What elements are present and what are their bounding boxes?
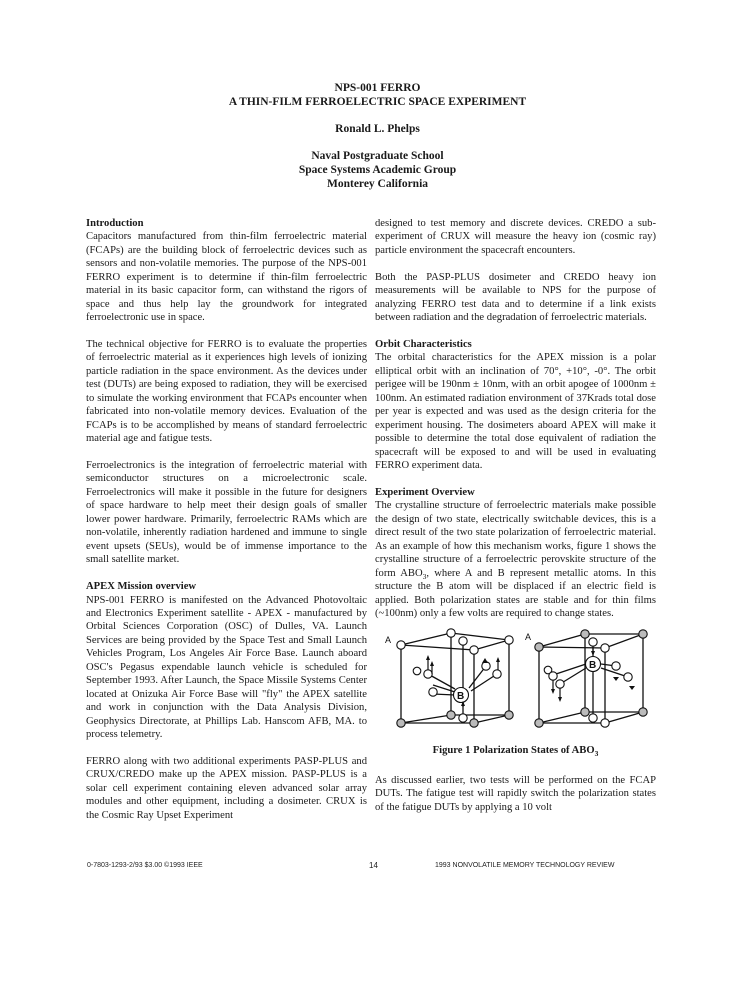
section-heading-apex: APEX Mission overview	[86, 581, 197, 593]
caption-text: Figure 1 Polarization States of ABO	[432, 745, 595, 757]
atom-label-b: B	[457, 691, 465, 703]
paper-title-line1: NPS-001 FERRO	[334, 82, 421, 94]
subscript: 3	[422, 571, 427, 581]
perovskite-cube-right-diagram	[523, 626, 658, 736]
left-column	[86, 217, 367, 822]
affiliation-line2: Space Systems Academic Group	[298, 164, 457, 176]
paper-title-line2: A THIN-FILM FERROELECTRIC SPACE EXPERIMENT	[228, 96, 527, 108]
apex-paragraph-2: FERRO along with two additional experiments PASP-PLUS and CRUX/CREDO make up the APEX mission. PASP-PLUS is a solar cell experiment containing eleven advanced solar array modules and other equipment, including a dosimeter. CRUX is the Cosmic Ray Upset Experiment	[86, 755, 367, 821]
intro-paragraph-1: Capacitors manufactured from thin-film ferroelectric material (FCAPs) are the building block of ferroelectric devices such as sensors and non-volatile memories. The purpose of the NPS-001 FERRO experiment is to determine if thin-film ferroelectric material in its basic capacitor form, can withstand the rigors of space and thus help lay the groundwork for integrated ferroelectronic use in space.	[86, 231, 367, 324]
intro-paragraph-2: The technical objective for FERRO is to evaluate the properties of ferroelectric material as it experiences high levels of ionizing particle radiation in the space environment. As the devices under test (DUTs) are being exposed to radiation, they will be exercised to simulate the working environment that FCAPs encounter when fabricated into non-volatile memory devices. Evaluation of the FCAPs is to be accomplished by means of standard ferroelectric material age and fatigue tests.	[86, 339, 367, 445]
intro-paragraph-3: Ferroelectronics is the integration of ferroelectric material with semiconductor structures on a microelectronic scale. Ferroelectronics will make it possible in the future for designers of space hardware to help meet their design goals of smaller lower power hardware. Primarily, ferroelectric RAMs which are non-volatile, inherently radiation hardened and immune to single event upsets (SEUs), would be of immense importance to the small satellite market.	[86, 460, 367, 566]
page-number: 14	[369, 861, 378, 870]
affiliation-line1: Naval Postgraduate School	[311, 150, 444, 162]
footer-copyright: 0-7803-1293-2/93 $3.00 ©1993 IEEE	[87, 862, 203, 869]
closing-paragraph: As discussed earlier, two tests will be performed on the FCAP DUTs. The fatigue test will rapidly switch the polarization states of the fatigue DUTs by applying a 10 volt	[375, 774, 656, 813]
experiment-text-part2: , where A and B represent metallic atoms. In this structure the B atom will be displaced if an electric field is applied. Both polarization states are stable and for thin films (~100nm) only a few volts are required to change states.	[375, 567, 656, 619]
author-name: Ronald L. Phelps	[335, 123, 420, 135]
atom-label-a: A	[385, 635, 392, 646]
section-heading-orbit: Orbit Characteristics	[375, 338, 472, 350]
affiliation-line3: Monterey California	[326, 178, 429, 190]
right-column	[375, 217, 656, 814]
continued-paragraph-1: designed to test memory and discrete devices. CREDO a sub-experiment of CRUX will measure the heavy ion (cosmic ray) particle environment the spacecraft encounters.	[375, 218, 656, 256]
footer-publication: 1993 NONVOLATILE MEMORY TECHNOLOGY REVIEW	[435, 862, 615, 869]
orbit-paragraph: The orbital characteristics for the APEX mission is a polar elliptical orbit with an inclination of 70°, +10°, -0°. The orbit perigee will be 190nm ± 10nm, with an orbit apogee of 1000nm ± 100nm. An estimated radiation environment of 37Krads total dose per year is expected and was used as the design criteria for the experiment housing. The dosimeters aboard APEX will make it possible to determine the total dose equivalent of radiation the spacecraft will be exposed to and will be used in evaluating FERRO experiment data.	[375, 352, 656, 472]
experiment-text-part1: The crystalline structure of ferroelectric materials make possible the design of two state, electrically switchable devices, this is a direct result of the two state polarization of ferroelectric material. As an example of how this mechanism works, figure 1 shows the crystalline structure of a ferroelectric perovskite structure of the form ABO	[375, 500, 656, 579]
caption-subscript: 3	[594, 749, 599, 759]
figure-caption	[375, 744, 656, 757]
atom-label-b: B	[589, 660, 597, 672]
section-heading-introduction: Introduction	[86, 218, 144, 229]
continued-paragraph-2: Both the PASP-PLUS dosimeter and CREDO heavy ion measurements will be available to NPS for the purpose of analyzing FERRO test data and to determine if a link exists between radiation and the degradation of ferroelectric materials.	[375, 271, 656, 324]
atom-label-a: A	[525, 632, 532, 643]
section-heading-experiment: Experiment Overview	[375, 486, 475, 498]
apex-paragraph-1: NPS-001 FERRO is manifested on the Advanced Photovoltaic and Electronics Experiment satellite - APEX - manufactured by Orbital Sciences Corporation (OSC) of Dulles, VA. Launch Services are being provided by the Space Test and Small Launch Vehicles Program, Los Angeles Air Force Base. Launch aboard OSC's Pegasus expendable launch vehicle is scheduled for September 1993. After Launch, the Space Missile Systems Center located at Onizuka Air Force Base will "fly" the APEX satellite and work in conjunction with the Data Analysis Division, Geophysics Directorate, at Phillips Lab. Hanscom AFB, MA. to process telemetry.	[86, 594, 367, 741]
experiment-paragraph	[375, 499, 656, 620]
figure-polarization-states	[375, 626, 656, 736]
perovskite-cube-left-diagram	[381, 626, 516, 736]
